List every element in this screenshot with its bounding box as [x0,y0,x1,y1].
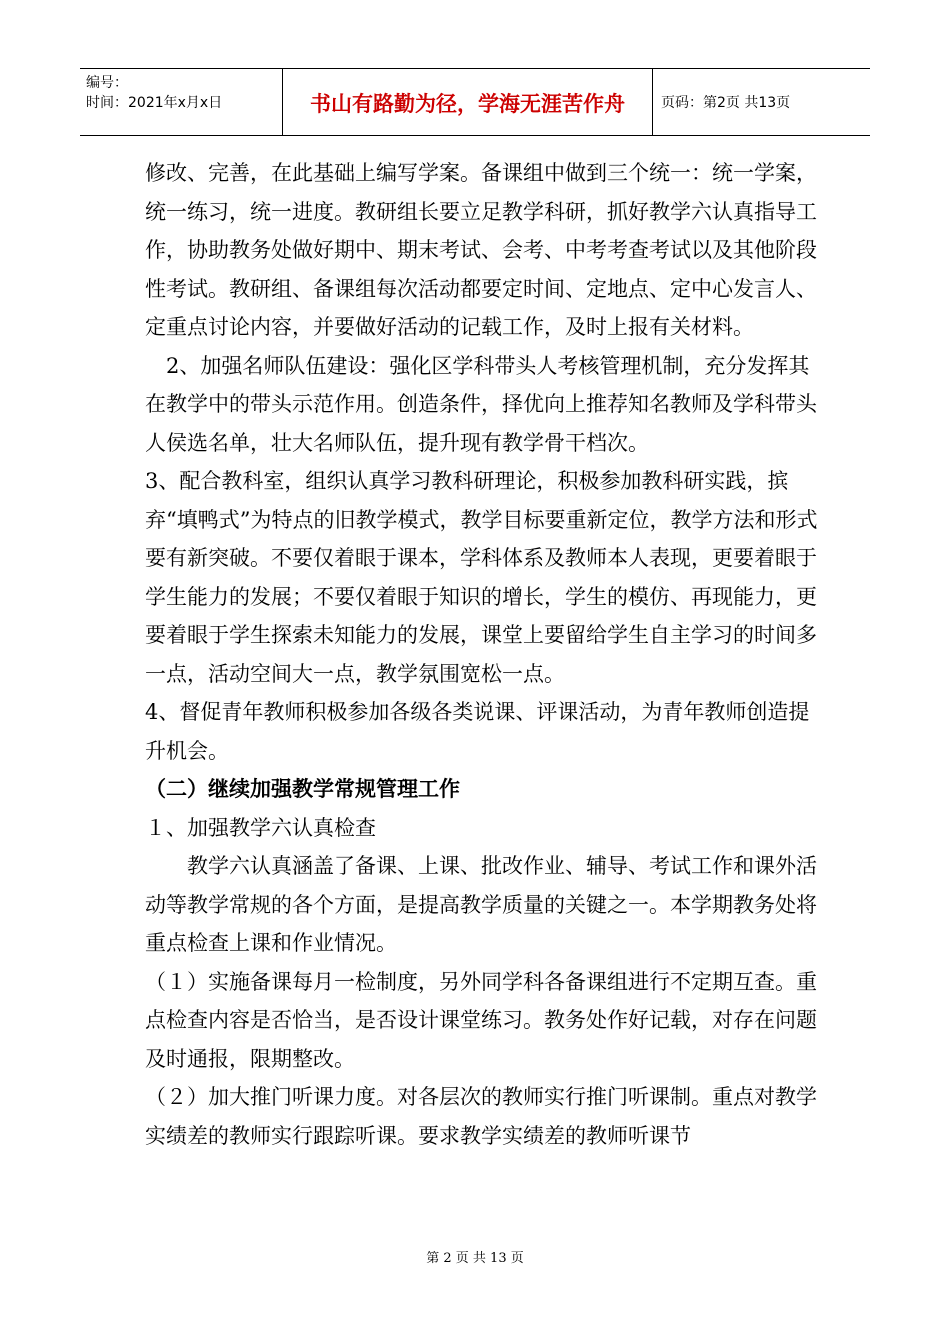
header-page-number: 页码：第2页 共13页 [661,95,791,111]
page-header [80,68,870,136]
document-date: 时间：2021年x月x日 [86,95,223,111]
paragraph: 修改、完善，在此基础上编写学案。备课组中做到三个统一：统一学案，统一练习，统一进度。教研组长要立足教学科研，抓好教学六认真指导工作，协助教务处做好期中、期末考试、会考、中考考查考试以及其他阶段性考试。教研组、备课组每次活动都要定时间、定地点、定中心发言人、定重点讨论内容，并要做好活动的记载工作，及时上报有关材料。 [145,161,817,339]
paragraph: 3、配合教科室，组织认真学习教科研理论，积极参加教科研实践，摈弃“填鸭式”为特点的旧教学模式，教学目标要重新定位，教学方法和形式要有新突破。不要仅着眼于课本，学科体系及教师本人表现，更要着眼于学生能力的发展；不要仅着眼于知识的增长，学生的模仿、再现能力，更要着眼于学生探索未知能力的发展，课堂上要留给学生自主学习的时间多一点，活动空间大一点，教学氛围宽松一点。 [145,469,818,686]
page-footer: 第 2 页 共 13 页 [426,1251,524,1266]
paragraph: （２）加大推门听课力度。对各层次的教师实行推门听课制。重点对教学实绩差的教师实行跟踪听课。要求教学实绩差的教师听课节 [145,1085,817,1148]
paragraph: 2、加强名师队伍建设：强化区学科带头人考核管理机制，充分发挥其在教学中的带头示范作用。创造条件，择优向上推荐知名教师及学科带头人侯选名单，壮大名师队伍，提升现有教学骨干档次。 [145,353,817,455]
document-number-label: 编号： [86,75,128,91]
document-body [145,154,825,1155]
paragraph: 4、督促青年教师积极参加各级各类说课、评课活动，为青年教师创造提升机会。 [145,700,810,763]
section-heading: （二）继续加强教学常规管理工作 [145,777,460,801]
header-motto: 书山有路勤为径，学海无涯苦作舟 [283,69,653,135]
paragraph: （１）实施备课每月一检制度，另外同学科各备课组进行不定期互查。重点检查内容是否恰当，是否设计课堂练习。教务处作好记载，对存在问题及时通报，限期整改。 [145,969,817,1071]
subsection-heading: １、加强教学六认真检查 [145,815,376,840]
header-meta [80,69,283,135]
paragraph: 教学六认真涵盖了备课、上课、批改作业、辅导、考试工作和课外活动等教学常规的各个方面，是提高教学质量的关键之一。本学期教务处将重点检查上课和作业情况。 [145,854,817,955]
